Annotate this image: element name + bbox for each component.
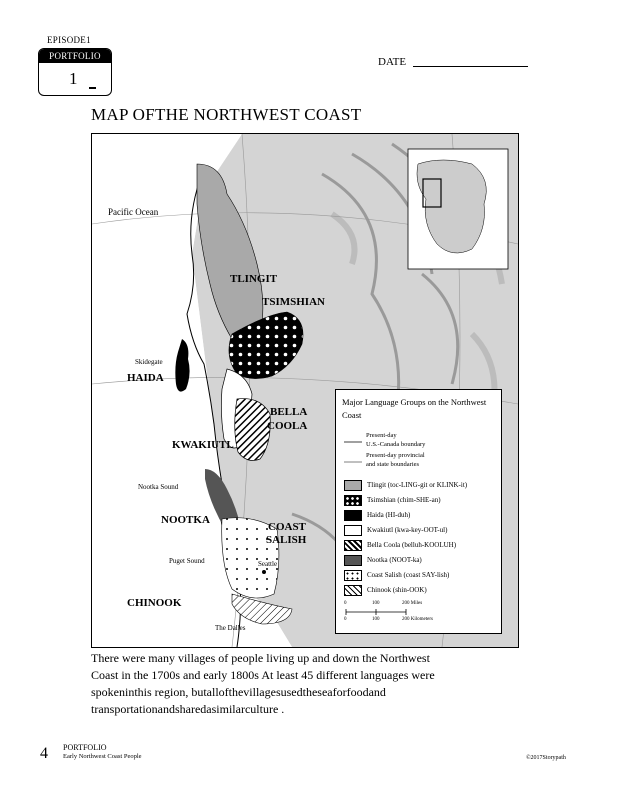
legend-border-prov-1: Present-day provincial: [366, 452, 425, 459]
scale-km-100: 100: [372, 617, 380, 622]
legend-item-kwakiutl: [344, 525, 447, 536]
swatch-haida: [344, 510, 362, 521]
body-line-1: There were many villages of people living up and down the Northwest: [91, 651, 430, 665]
legend-item-bella-coola: [344, 540, 456, 551]
date-label: DATE: [378, 56, 407, 68]
legend-item-label: Tlingit (toc-LING-git or KLINK-it): [367, 481, 468, 490]
label-puget-sound: Puget Sound: [169, 557, 205, 565]
portfolio-number: 1: [69, 69, 78, 88]
label-nootka-sound: Nootka Sound: [138, 483, 179, 491]
scale-km-0: 0: [344, 617, 347, 622]
legend-item-nootka: [344, 555, 422, 566]
bella-coola-region: [235, 399, 271, 461]
label-haida: HAIDA: [127, 372, 164, 384]
legend-title: Major Language Groups on the Northwest Coast: [342, 397, 487, 420]
legend-border-intl-1: Present-day: [366, 432, 397, 439]
scale-miles-200: 200 Miles: [402, 601, 423, 606]
legend-item-chinook: [344, 585, 427, 596]
legend-border-intl-2: U.S.-Canada boundary: [366, 441, 426, 448]
legend-item-label: Coast Salish (coast SAY-lish): [367, 571, 450, 580]
legend-item-tsimshian: [344, 495, 441, 506]
legend-item-label: Bella Coola (belluh-KOOLUH): [367, 541, 457, 550]
scale-miles-100: 100: [372, 601, 380, 606]
swatch-chinook: [344, 585, 362, 596]
swatch-tsimshian: [344, 495, 362, 506]
label-coast: COAST: [268, 521, 306, 533]
date-field-line: [413, 66, 528, 67]
swatch-tlingit: [344, 480, 362, 491]
portfolio-badge-label: PORTFOLIO: [39, 49, 111, 63]
label-seattle: Seattle: [258, 560, 278, 568]
label-coola: COOLA: [267, 420, 308, 432]
body-line-2: Coast in the 1700s and early 1800s At least 45 different languages were: [91, 668, 435, 682]
footer-portfolio: PORTFOLIO: [63, 743, 107, 752]
label-bella: BELLA: [270, 406, 308, 418]
swatch-nootka: [344, 555, 362, 566]
northwest-coast-map: [91, 133, 519, 648]
swatch-bella-coola: [344, 540, 362, 551]
swatch-kwakiutl: [344, 525, 362, 536]
legend-item-label: Chinook (shin-OOK): [367, 586, 427, 595]
map-legend: [335, 389, 502, 634]
portfolio-number-dash: [89, 87, 96, 89]
legend-item-haida: [344, 510, 410, 521]
page-title: MAP OFTHE NORTHWEST COAST: [91, 105, 362, 124]
label-chinook: CHINOOK: [127, 597, 182, 609]
scale-miles-0: 0: [344, 601, 347, 606]
footer-subtitle: Early Northwest Coast People: [63, 753, 142, 760]
legend-item-coast-salish: [344, 570, 449, 581]
swatch-coast-salish: [344, 570, 362, 581]
footer-page-number: 4: [40, 745, 48, 762]
legend-item-label: Haida (HI-duh): [367, 511, 411, 520]
legend-item-tlingit: [344, 480, 467, 491]
label-kwakiutl: KWAKIUTL: [172, 439, 234, 451]
scale-km-200: 200 Kilometers: [402, 617, 433, 622]
portfolio-badge: [38, 48, 112, 96]
label-tlingit: TLINGIT: [230, 273, 278, 285]
footer-copyright: ©2017Storypath: [526, 755, 566, 761]
label-skidegate: Skidegate: [135, 358, 163, 366]
body-line-3: spokeninthis region, butallofthevillagesusedtheseaforfoodand: [91, 685, 386, 699]
legend-border-prov-2: and state boundaries: [366, 461, 420, 468]
legend-item-label: Tsimshian (chim-SHE-an): [367, 496, 441, 505]
label-nootka: NOOTKA: [161, 514, 210, 526]
label-salish: SALISH: [266, 534, 307, 546]
body-paragraph: [91, 650, 523, 718]
legend-item-label: Kwakiutl (kwa-key-OOT-ul): [367, 526, 448, 535]
episode-label: EPISODE1: [47, 35, 91, 45]
label-tsimshian: TSIMSHIAN: [262, 296, 325, 308]
label-pacific-ocean: Pacific Ocean: [108, 207, 159, 217]
label-the-dalles: The Dalles: [215, 624, 246, 632]
legend-item-label: Nootka (NOOT-ka): [367, 556, 422, 565]
body-line-4: transportationandsharedasimilarculture .: [91, 702, 285, 716]
